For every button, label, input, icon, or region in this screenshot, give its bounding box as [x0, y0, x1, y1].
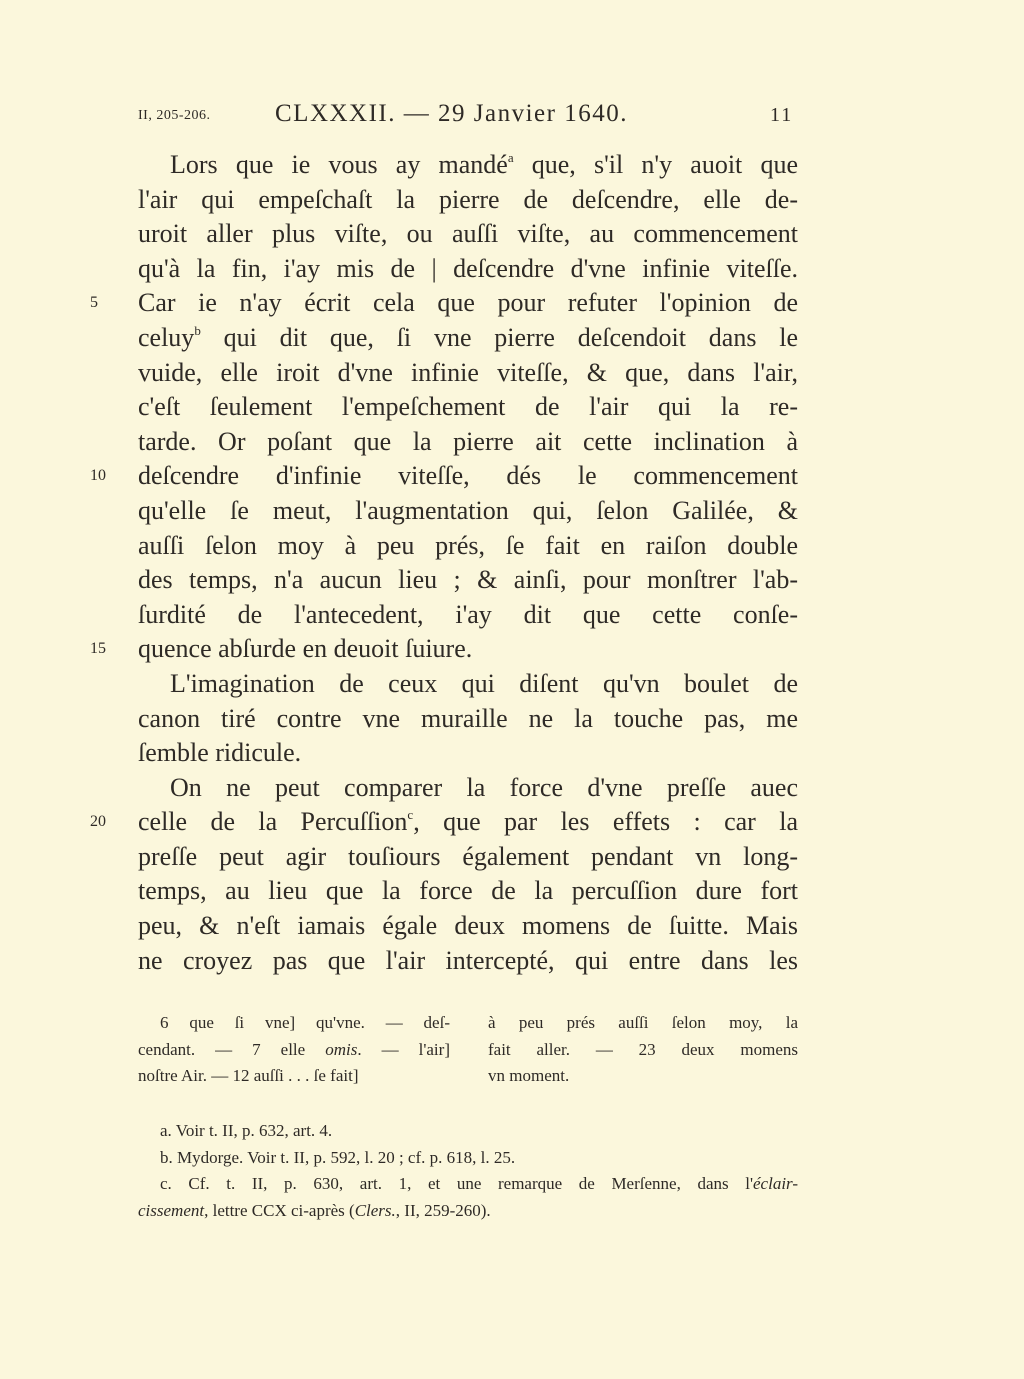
text-line [90, 286, 798, 321]
text-line [138, 874, 798, 909]
letter-heading: CLXXXII. — 29 Janvier 1640. [275, 100, 628, 127]
text-line [138, 840, 798, 875]
variant-column-left [138, 1010, 450, 1090]
line-text: auſſi ſelon moy à peu prés, ſe fait en raiſon double [138, 530, 798, 560]
text-line [90, 632, 798, 667]
line-number: 10 [90, 467, 106, 485]
line-text: qu'à la fin, i'ay mis de | deſcendre d'vne infinie viteſſe. [138, 253, 798, 283]
variant-line: cendant. — 7 elle omis. — l'air] [138, 1039, 450, 1059]
text-line [138, 702, 798, 737]
volume-page-reference: II, 205-206. [138, 108, 211, 123]
line-text: ſemble ridicule. [138, 738, 302, 768]
line-text: ne croyez pas que l'air intercepté, qui entre dans les [138, 945, 798, 975]
line-text: tarde. Or poſant que la pierre ait cette inclination à [138, 426, 798, 456]
text-line [138, 529, 798, 564]
running-header [0, 100, 1024, 134]
footnote-c-continuation: cissement, lettre CCX ci-après (Clers., II, 259-260). [138, 1200, 491, 1220]
variant-line: fait aller. — 23 deux momens [488, 1039, 798, 1059]
line-text: uroit aller plus viſte, ou auſſi viſte, au commencement [138, 219, 798, 249]
line-text: On ne peut comparer la force d'vne preſſe auec [170, 772, 798, 802]
line-text-continued: qui dit que, ſi vne pierre deſcendoit dans le [200, 322, 798, 352]
footnote-marker: b [194, 322, 201, 338]
footnote-marker: c [407, 807, 414, 823]
text-line [138, 217, 798, 252]
text-line [138, 425, 798, 460]
line-text: canon tiré contre vne muraille ne la touche pas, me [138, 703, 798, 733]
text-line [138, 563, 798, 598]
text-line [138, 321, 798, 356]
page-number: 11 [770, 104, 794, 126]
line-text: ſurdité de l'antecedent, i'ay dit que cette conſe- [138, 599, 798, 629]
line-number: 20 [90, 813, 106, 831]
line-text: l'air qui empeſchaſt la pierre de deſcendre, elle de- [138, 184, 798, 214]
line-text: vuide, elle iroit d'vne infinie viteſſe, & que, dans l'air, [138, 357, 798, 387]
line-text: temps, au lieu que la force de la percuſſion dure fort [138, 876, 798, 906]
line-text: Lors que ie vous ay mandé [170, 150, 508, 179]
variant-line: noſtre Air. — 12 auſſi . . . ſe fait] [138, 1066, 359, 1085]
line-text: c'eſt ſeulement l'empeſchement de l'air qui la re- [138, 392, 798, 422]
variant-line: vn moment. [488, 1066, 570, 1085]
line-text: preſſe peut agir touſiours également pendant vn long- [138, 841, 798, 871]
text-line [90, 805, 798, 840]
line-text: celuy [138, 322, 195, 352]
text-line [138, 598, 798, 633]
text-line [138, 736, 798, 771]
line-text: deſcendre d'infinie viteſſe, dés le commencement [138, 461, 798, 491]
footnote-a: a. Voir t. II, p. 632, art. 4. [160, 1121, 333, 1140]
line-text: qu'elle ſe meut, l'augmentation qui, ſelon Galilée, & [138, 495, 798, 525]
text-line [138, 390, 798, 425]
text-line [90, 459, 798, 494]
line-number: 15 [90, 640, 106, 658]
text-line [138, 148, 798, 183]
line-text: celle de la Percuſſion [138, 807, 408, 837]
text-line [138, 667, 798, 702]
line-text-continued: , que par les effets : car la [413, 807, 798, 837]
footnotes [138, 1118, 798, 1224]
line-text: peu, & n'eſt iamais égale deux momens de ſuitte. Mais [138, 911, 798, 941]
text-line [138, 909, 798, 944]
variant-column-right [488, 1010, 798, 1090]
line-text: quence abſurde en deuoit ſuiure. [138, 634, 473, 664]
text-line [138, 356, 798, 391]
footnote-c: c. Cf. t. II, p. 630, art. 1, et une remarque de Merſenne, dans l'éclair- [160, 1174, 798, 1193]
letter-body [90, 148, 798, 978]
footnote-marker: a [507, 150, 514, 165]
text-line [138, 183, 798, 218]
footnote-b: b. Mydorge. Voir t. II, p. 592, l. 20 ; cf. p. 618, l. 25. [160, 1147, 516, 1167]
text-line [138, 494, 798, 529]
line-text: Car ie n'ay écrit cela que pour refuter l'opinion de [138, 288, 798, 318]
line-text-continued: que, s'il n'y auoit que [513, 150, 798, 179]
text-line [138, 252, 798, 287]
line-text: L'imagination de ceux qui diſent qu'vn boulet de [170, 668, 798, 698]
line-text: des temps, n'a aucun lieu ; & ainſi, pour monſtrer l'ab- [138, 565, 798, 595]
line-number: 5 [90, 294, 98, 312]
variant-line: à peu prés auſſi ſelon moy, la [488, 1013, 798, 1032]
variant-line: 6 que ſi vne] qu'vne. — deſ- [160, 1013, 450, 1032]
text-line [138, 771, 798, 806]
text-line [138, 944, 798, 979]
